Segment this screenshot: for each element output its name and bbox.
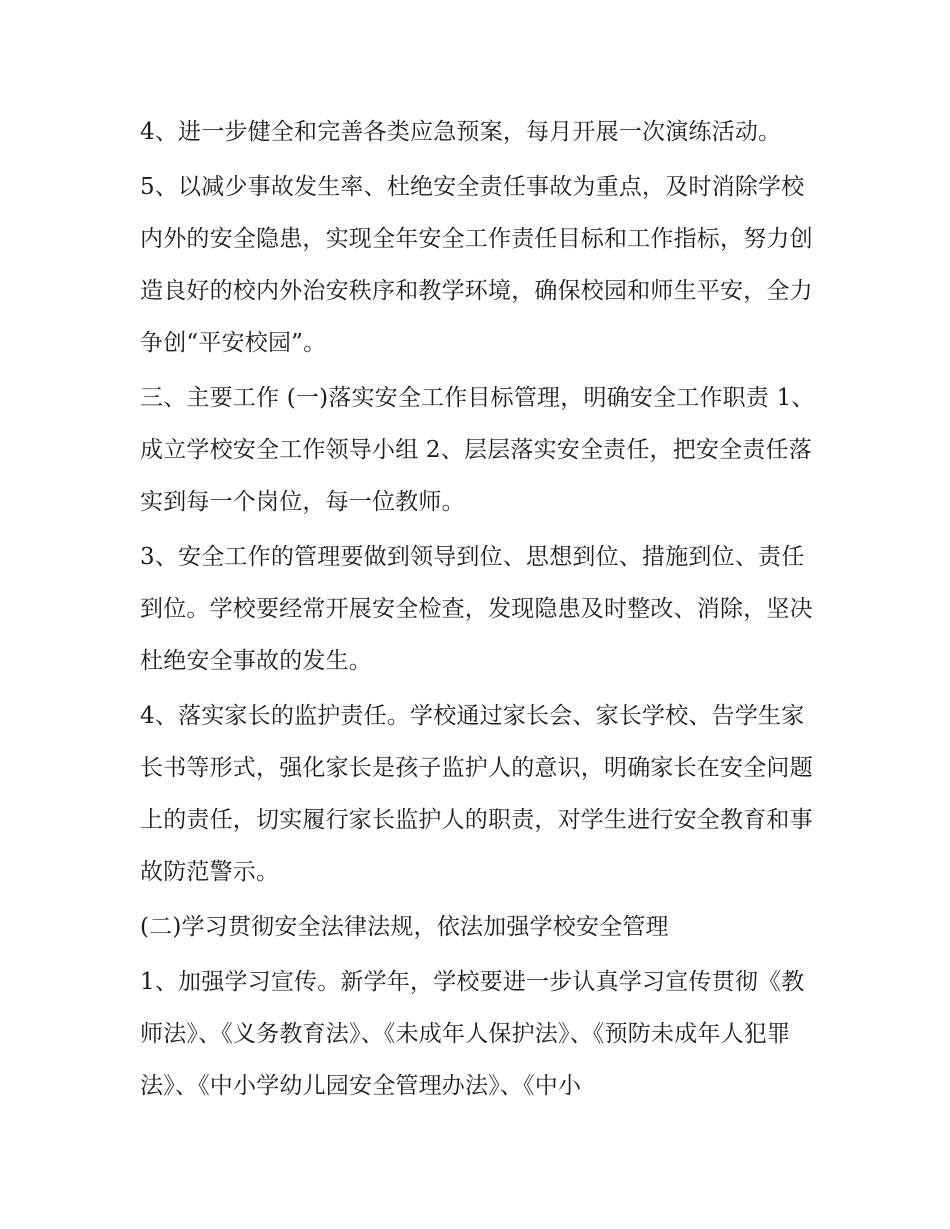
paragraph-main-work: 三、主要工作 (一)落实安全工作目标管理，明确安全工作职责 1、成立学校安全工作领导小组 2、层层落实安全责任，把安全责任落实到每一个岗位，每一位教师。 bbox=[140, 385, 815, 515]
paragraph-parent-responsibility: 4、落实家长的监护责任。学校通过家长会、家长学校、告学生家长书等形式，强化家长是孩子监护人的意识，明确家长在安全问题上的责任，切实履行家长监护人的职责，对学生进行安全教育和事故防范警示。 bbox=[140, 703, 813, 885]
document-body bbox=[140, 106, 815, 1115]
paragraph-management-in-place: 3、安全工作的管理要做到领导到位、思想到位、措施到位、责任到位。学校要经常开展安全检查，发现隐患及时整改、消除，坚决杜绝安全事故的发生。 bbox=[140, 544, 813, 674]
section-heading-laws: (二)学习贯彻安全法律法规，依法加强学校安全管理 bbox=[140, 914, 669, 940]
paragraph-study-publicity: 1、加强学习宣传。新学年，学校要进一步认真学习宣传贯彻《教师法》、《义务教育法》、《未成年人保护法》、《预防未成年人犯罪法》、《中小学幼儿园安全管理办法》、《中小 bbox=[140, 969, 805, 1099]
paragraph-emergency-plan: 4、进一步健全和完善各类应急预案，每月开展一次演练活动。 bbox=[140, 119, 782, 145]
paragraph-accident-reduction: 5、以减少事故发生率、杜绝安全责任事故为重点，及时消除学校内外的安全隐患，实现全年安全工作责任目标和工作指标，努力创造良好的校内外治安秩序和教学环境，确保校园和师生平安，全力争创“平安校园”。 bbox=[140, 174, 813, 356]
